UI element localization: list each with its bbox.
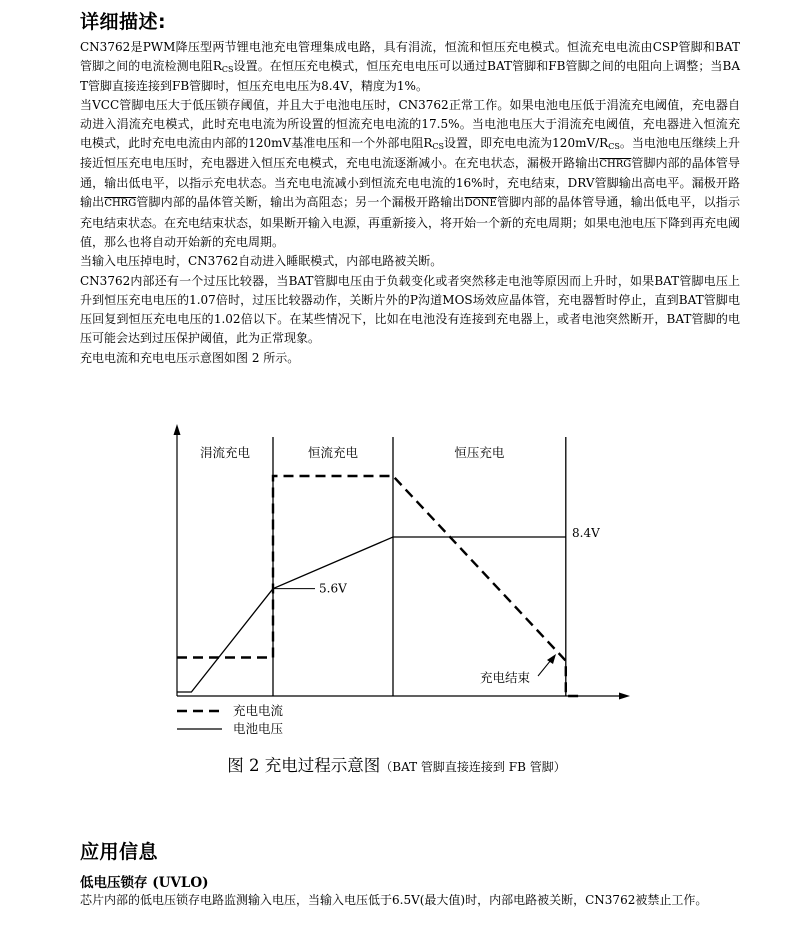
phase-label: 恒流充电 [307,445,359,460]
charge-current-line [177,476,580,696]
figure-note: （BAT 管脚直接连接到 FB 管脚） [380,760,566,774]
detail-heading: 详细描述: [80,11,167,33]
paragraph-1: CN3762是PWM降压型两节锂电池充电管理集成电路，具有涓流，恒流和恒压充电模式。恒流充电电流由CSP管脚和BAT管脚之间的电流检测电阻$R_{CS}$设置。在恒压充电模式，恒压充电电压可以通过BAT管脚和FB管脚之间的电阻向上调整；当BAT管脚直接连接到FB管脚时，恒压充电电压为8.4V，精度为1%。 [80,40,740,93]
legend-current-label: 充电电流 [233,703,284,718]
legend-voltage-label: 电池电压 [233,721,284,736]
paragraph-2: 当VCC管脚电压大于低压锁存阈值，并且大于电池电压时，CN3762正常工作。如果电池电压低于涓流充电阈值，充电器自动进入涓流充电模式，此时充电电流为所设置的恒流充电电流的17.5%。当电池电压大于涓流充电阈值，充电器进入恒流充电模式，此时充电电流由内部的120mV基准电压和一个外部电阻$R_{CS}$设置，即充电电流为$120mV/R_{CS}$。当电池电压继续上升接近恒压充电电压时，充电器进入恒压充电模式，充电电流逐渐减小。在充电状态，漏极开路输出CHRG管脚内部的晶体管导通，输出低电平，以指示充电状态。当充电电流减小到恒流充电电流的16%时，充电结束，DRV管脚输出高电平。漏极开路输出CHRG管脚内部的晶体管关断，输出为高阻态；另一个漏极开路输出DONE管脚内部的晶体管导通，输出低电平，以指示充电结束状态。在充电结束状态，如果断开输入电源，再重新接入，将开始一个新的充电周期；如果电池电压下降到再充电阈值，那么也将自动开始新的充电周期。 [80,97,741,249]
done-pin-label: DONE [464,198,497,210]
phase-label: 涓流充电 [199,445,251,460]
annotation-8v4: 8.4V [572,526,600,540]
uvlo-title: 低电压锁存 (UVLO) [80,875,209,891]
annotation-charge-end: 充电结束 [480,670,531,685]
paragraph-3: 当输入电压掉电时，CN3762自动进入睡眠模式，内部电路被关断。 [80,254,443,269]
y-axis-arrow [174,424,181,435]
application-heading: 应用信息 [80,841,159,863]
chrg-pin-label: CHRG [599,158,632,170]
annotation-5v6: 5.6V [319,581,347,596]
phase-label: 恒压充电 [454,445,505,460]
paragraph-4: CN3762内部还有一个过压比较器，当BAT管脚电压由于负载变化或者突然移走电池等原因而上升时，如果BAT管脚电压上升到恒压充电电压的1.07倍时，过压比较器动作，关断片外的P沟道MOS场效应晶体管，充电器暂时停止，直到BAT管脚电压回复到恒压充电电压的1.02倍以下。在某些情况下，比如在电池没有连接到充电器上，或者电池突然断开，BAT管脚的电压可能会达到过压保护阈值，此为正常现象。 [80,273,740,346]
charge-end-arrow-line [538,660,551,676]
figure-title: 图 2 充电过程示意图 [227,756,381,775]
x-axis-arrow [619,693,630,700]
battery-voltage-line [177,537,566,692]
uvlo-text: 芯片内部的低电压锁存电路监测输入电压，当输入电压低于6.5V(最大值)时，内部电路被关断，CN3762被禁止工作。 [80,893,708,907]
figure-caption [0,752,793,776]
paragraph-5: 充电电流和充电电压示意图如图 2 所示。 [80,350,300,365]
chrg-pin-label: CHRG [104,198,137,210]
